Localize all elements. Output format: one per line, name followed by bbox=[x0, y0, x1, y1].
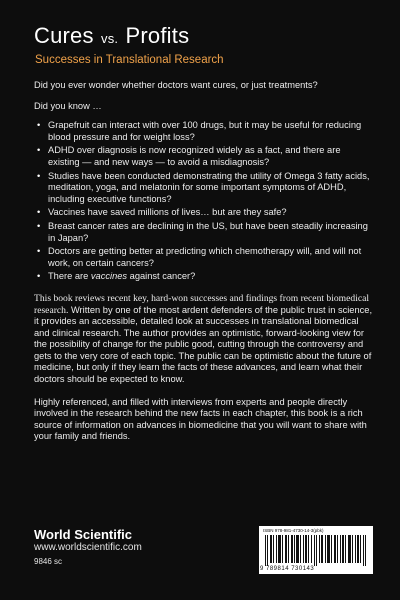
title-part-1: Cures bbox=[34, 23, 94, 48]
title-vs: vs. bbox=[101, 31, 119, 46]
isbn-barcode bbox=[259, 526, 373, 574]
list-item: • Doctors are getting better at predicting which chemotherapy will, and will not work, on certain cancers? bbox=[48, 246, 374, 269]
title-part-2: Profits bbox=[125, 23, 190, 48]
did-you-know-heading: Did you know … bbox=[34, 100, 102, 111]
description-paragraph bbox=[34, 293, 374, 386]
book-title bbox=[34, 23, 189, 49]
barcode-bars bbox=[265, 535, 367, 566]
description-rest: Written by one of the most ardent defenders of the public trust in science, it provides an accessible, detailed look at successes in translational biomedical and clinical research. The author provides an optimistic, forward-looking view for the possibility of change for the public good, cutting through the controversy and gets to the very core of each topic. The public can be optimistic about the future of medicine, but only if they learn the facts of these advances, and learn what their doctors should be expected to know. bbox=[34, 304, 373, 385]
list-item: • Studies have been conducted demonstrating the utility of Omega 3 fatty acids, meditation, yoga, and melatonin for some important symptoms of ADHD, including executive functions? bbox=[48, 171, 374, 206]
bullet-text-post: against cancer? bbox=[127, 271, 196, 282]
intro-question: Did you ever wonder whether doctors want cures, or just treatments? bbox=[34, 80, 318, 90]
bullet-text-emphasis: vaccines bbox=[90, 271, 128, 282]
list-item: • ADHD over diagnosis is now recognized widely as a fact, and there are existing — and new ways — to avoid a misdiagnosis? bbox=[48, 145, 374, 168]
list-item: • Breast cancer rates are declining in the US, but have been steadily increasing in Japan? bbox=[48, 221, 374, 244]
publisher-block bbox=[34, 527, 142, 567]
publisher-url: www.worldscientific.com bbox=[34, 542, 142, 553]
description-lead: This book reviews recent key, hard-won successes and findings from recent biomedical research. bbox=[34, 292, 370, 316]
list-item bbox=[48, 271, 374, 283]
bullet-text-pre: There are bbox=[48, 271, 91, 282]
summary-paragraph: Highly referenced, and filled with interviews from experts and people directly involved in the research behind the new facts in each chapter, this book is a rich source of information on advances in biomedicine that you will want to share with your family and friends. bbox=[34, 396, 367, 442]
catalog-code: 9846 sc bbox=[34, 557, 63, 566]
list-item: • Grapefruit can interact with over 100 drugs, but it may be useful for reducing blood pressure and for weight loss? bbox=[48, 120, 374, 143]
book-subtitle: Successes in Translational Research bbox=[35, 54, 224, 66]
publisher-name: World Scientific bbox=[34, 527, 132, 542]
isbn-number: 9 789814 730143 bbox=[260, 566, 315, 572]
facts-list bbox=[34, 120, 374, 283]
list-item: • Vaccines have saved millions of lives… but are they safe? bbox=[48, 207, 374, 219]
blurb-content bbox=[34, 80, 374, 443]
isbn-label: ISBN 978-981-4730-14-3(pbk) bbox=[263, 528, 324, 533]
